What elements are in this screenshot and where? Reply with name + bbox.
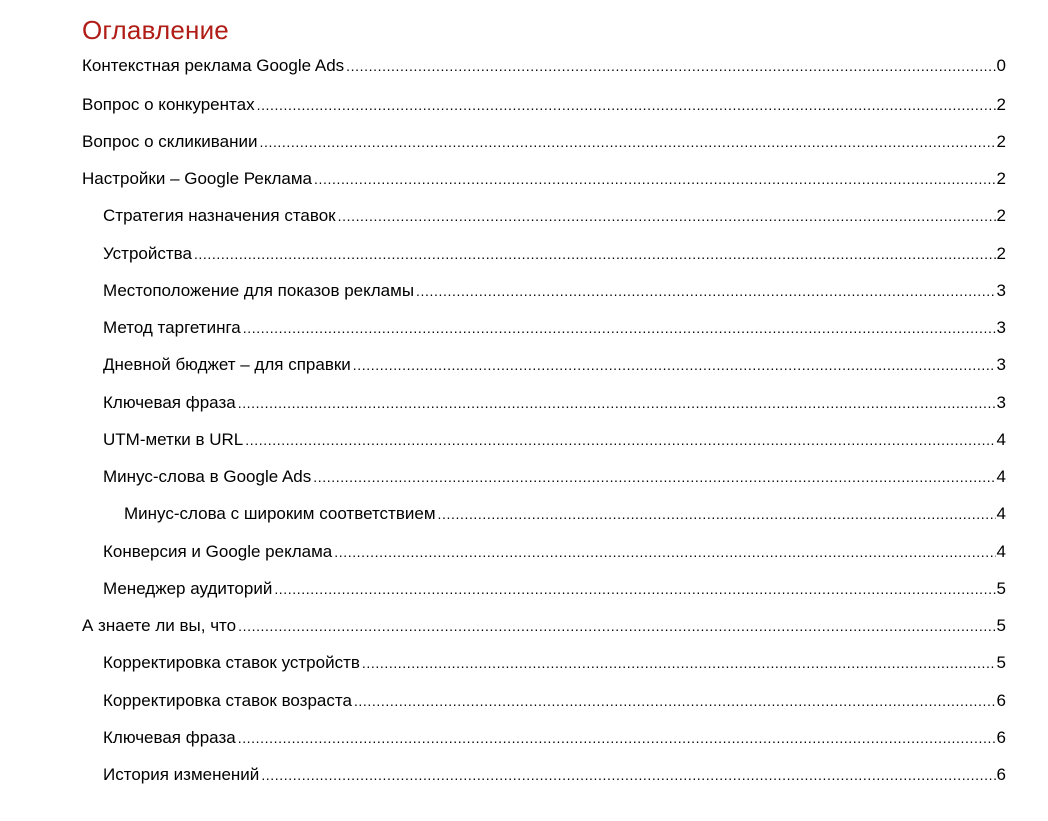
toc-page-number[interactable]: 3 (996, 281, 1006, 300)
toc-entry[interactable] (103, 763, 1006, 787)
toc-entry-text[interactable]: Минус-слова с широким соответствием (124, 504, 436, 523)
toc-entry[interactable] (103, 465, 1006, 489)
toc-entry-text[interactable]: Метод таргетинга (103, 318, 241, 337)
toc-dot-leader (238, 391, 996, 415)
toc-page-number[interactable]: 3 (996, 318, 1006, 337)
toc-dot-leader (354, 689, 996, 713)
toc-entry[interactable] (103, 689, 1006, 713)
toc-dot-leader (261, 763, 995, 787)
toc-entry[interactable] (82, 93, 1006, 117)
toc-dot-leader (243, 316, 996, 340)
toc-page-number[interactable]: 2 (996, 244, 1006, 263)
toc-entry[interactable] (103, 279, 1006, 303)
toc-dot-leader (353, 353, 996, 377)
toc-page-number[interactable]: 4 (996, 467, 1006, 486)
toc-dot-leader (438, 502, 996, 526)
toc-entry[interactable] (82, 54, 1006, 78)
toc-entry[interactable] (103, 391, 1006, 415)
toc-page-number[interactable]: 5 (996, 653, 1006, 672)
toc-entry[interactable] (103, 577, 1006, 601)
toc-dot-leader (362, 651, 996, 675)
toc-dot-leader (274, 577, 995, 601)
toc-page-number[interactable]: 5 (996, 579, 1006, 598)
toc-entry-text[interactable]: Стратегия назначения ставок (103, 206, 336, 225)
toc-entry-text[interactable]: Настройки – Google Реклама (82, 169, 312, 188)
toc-dot-leader (259, 130, 995, 154)
toc-entry[interactable] (103, 353, 1006, 377)
toc-entry[interactable] (103, 726, 1006, 750)
toc-dot-leader (238, 614, 995, 638)
toc-dot-leader (194, 242, 996, 266)
toc-page-number[interactable]: 2 (996, 132, 1006, 151)
toc-entry-text[interactable]: История изменений (103, 765, 260, 784)
toc-entry-text[interactable]: А знаете ли вы, что (82, 616, 237, 635)
toc-entry-text[interactable]: Корректировка ставок устройств (103, 653, 360, 672)
toc-page-number[interactable]: 2 (996, 206, 1006, 225)
toc-entry-text[interactable]: Менеджер аудиторий (103, 579, 273, 598)
toc-dot-leader (313, 465, 995, 489)
toc-entry[interactable] (82, 130, 1006, 154)
toc-page-number[interactable]: 4 (996, 430, 1006, 449)
toc-entry[interactable] (103, 242, 1006, 266)
toc-entry-text[interactable]: Дневной бюджет – для справки (103, 355, 351, 374)
toc-entry[interactable] (103, 428, 1006, 452)
toc-entry-text[interactable]: UTM-метки в URL (103, 430, 244, 449)
toc-entry[interactable] (82, 167, 1006, 191)
toc-page-number[interactable]: 3 (996, 393, 1006, 412)
toc-page-number[interactable]: 0 (996, 56, 1006, 75)
toc-dot-leader (338, 204, 996, 228)
toc-entry-text[interactable]: Местоположение для показов рекламы (103, 281, 415, 300)
toc-dot-leader (416, 279, 995, 303)
toc-dot-leader (346, 54, 995, 78)
toc-page-number[interactable]: 6 (996, 691, 1006, 710)
toc-page-number[interactable]: 4 (996, 542, 1006, 561)
toc-page-number[interactable]: 2 (996, 95, 1006, 114)
toc-entry[interactable] (103, 651, 1006, 675)
toc-page-number[interactable]: 4 (996, 504, 1006, 523)
toc-entry[interactable] (124, 502, 1006, 526)
toc-entry-text[interactable]: Вопрос о конкурентах (82, 95, 255, 114)
toc-entry-text[interactable]: Корректировка ставок возраста (103, 691, 352, 710)
toc-entry-text[interactable]: Устройства (103, 244, 192, 263)
toc-entry[interactable] (103, 540, 1006, 564)
toc-page-number[interactable]: 2 (996, 169, 1006, 188)
toc-entry-text[interactable]: Вопрос о скликивании (82, 132, 258, 151)
toc-entry-text[interactable]: Контекстная реклама Google Ads (82, 56, 345, 75)
toc-entry-text[interactable]: Минус-слова в Google Ads (103, 467, 312, 486)
toc-dot-leader (245, 428, 995, 452)
toc-page-number[interactable]: 3 (996, 355, 1006, 374)
toc-page-number[interactable]: 6 (996, 728, 1006, 747)
toc-page-number[interactable]: 6 (996, 765, 1006, 784)
toc-dot-leader (238, 726, 996, 750)
toc-entry-text[interactable]: Ключевая фраза (103, 393, 236, 412)
toc-dot-leader (314, 167, 996, 191)
toc-entry-text[interactable]: Конверсия и Google реклама (103, 542, 333, 561)
toc-entry[interactable] (82, 614, 1006, 638)
toc-title: Оглавление (82, 15, 229, 45)
toc-entry[interactable] (103, 316, 1006, 340)
toc-page-number[interactable]: 5 (996, 616, 1006, 635)
toc-dot-leader (334, 540, 995, 564)
toc-dot-leader (257, 93, 996, 117)
toc-entry-text[interactable]: Ключевая фраза (103, 728, 236, 747)
toc-entry[interactable] (103, 204, 1006, 228)
